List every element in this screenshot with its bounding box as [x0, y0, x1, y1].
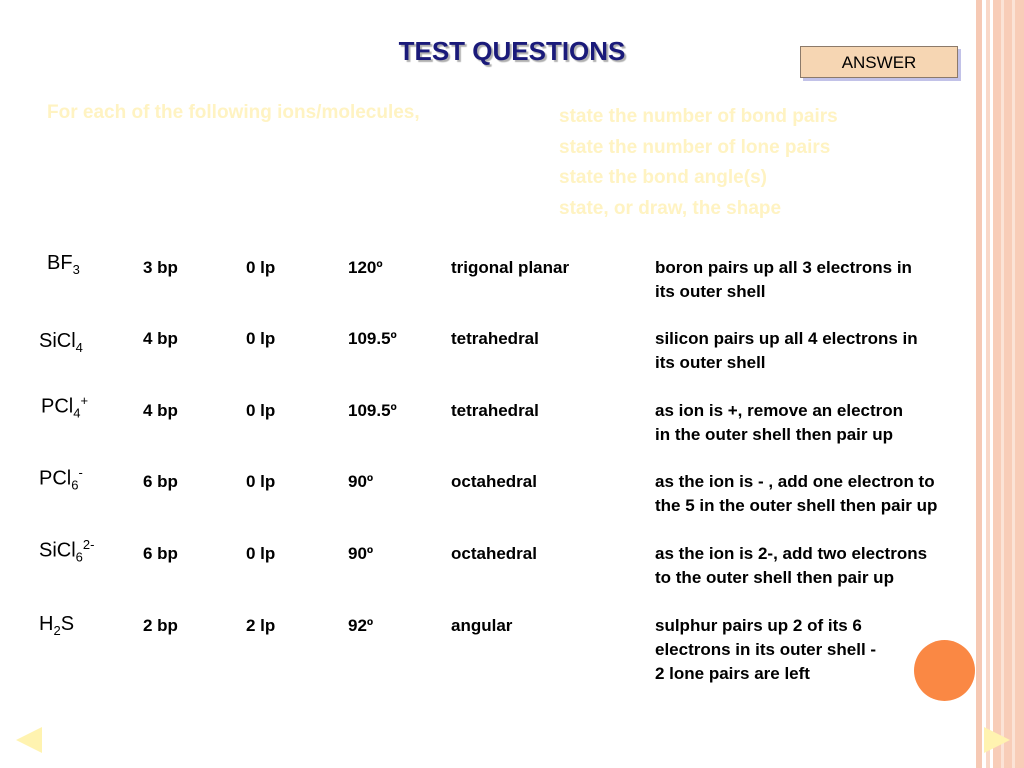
intro-line: state the number of lone pairs	[559, 136, 831, 158]
lone-pairs: 2 lp	[246, 616, 276, 635]
bond-angle: 90º	[348, 544, 374, 563]
explanation: boron pairs up all 3 electrons in its outer shell	[655, 258, 912, 301]
bond-angle: 120º	[348, 258, 383, 277]
formula: PCl$_4$+	[41, 393, 89, 421]
intro-line: state, or draw, the shape	[559, 197, 782, 219]
next-slide-arrow-icon[interactable]	[984, 727, 1010, 753]
decorative-stripe	[986, 0, 990, 768]
explanation: as the ion is - , add one electron to the 5 in the outer shell then pair up	[655, 472, 938, 515]
formula: $H_2S$	[39, 613, 75, 638]
bond-pairs: 2 bp	[143, 616, 178, 635]
lone-pairs: 0 lp	[246, 472, 276, 491]
intro-line: state the bond angle(s)	[559, 167, 767, 188]
decorative-stripe	[976, 0, 982, 768]
formula: PCl$_6$-	[39, 465, 83, 493]
formula: SiCl$_6^{2-}$	[39, 537, 95, 565]
shape: tetrahedral	[451, 329, 539, 348]
lone-pairs: 0 lp	[246, 544, 276, 563]
shape: octahedral	[451, 472, 537, 491]
bond-pairs: 6 bp	[143, 544, 178, 563]
intro-line: state the number of bond pairs	[559, 106, 838, 127]
intro-list	[559, 102, 838, 224]
intro-text: For each of the following ions/molecules,	[47, 102, 420, 123]
bond-pairs: 6 bp	[143, 472, 178, 491]
formula: $BF_3$	[47, 252, 80, 277]
decorative-stripe	[993, 0, 1024, 768]
decorative-stripe	[1012, 0, 1015, 768]
lone-pairs: 0 lp	[246, 329, 276, 348]
lone-pairs: 0 lp	[246, 258, 276, 277]
shape: octahedral	[451, 544, 537, 563]
decorative-stripe	[1001, 0, 1004, 768]
bond-pairs: 4 bp	[143, 329, 178, 348]
explanation: as ion is +, remove an electron in the outer shell then pair up	[655, 401, 904, 444]
bond-pairs: 3 bp	[143, 258, 178, 277]
explanation: sulphur pairs up 2 of its 6 electrons in its outer shell - 2 lone pairs are left	[655, 616, 877, 683]
bond-angle: 92º	[348, 616, 374, 635]
lone-pairs: 0 lp	[246, 401, 276, 420]
explanation: silicon pairs up all 4 electrons in its outer shell	[655, 329, 918, 372]
bond-angle: 90º	[348, 472, 374, 491]
bond-angle: 109.5º	[348, 401, 397, 420]
answer-button[interactable]: ANSWER	[800, 46, 958, 78]
shape: trigonal planar	[451, 258, 570, 277]
bond-angle: 109.5º	[348, 329, 397, 348]
slide-title: TEST QUESTIONS	[398, 36, 626, 66]
shape: angular	[451, 616, 513, 635]
formula: SiCl$_4$	[39, 330, 83, 355]
previous-slide-arrow-icon[interactable]	[16, 727, 42, 753]
shape: tetrahedral	[451, 401, 539, 420]
orange-circle-decoration	[914, 640, 975, 701]
bond-pairs: 4 bp	[143, 401, 178, 420]
explanation: as the ion is 2-, add two electrons to the outer shell then pair up	[655, 544, 928, 587]
